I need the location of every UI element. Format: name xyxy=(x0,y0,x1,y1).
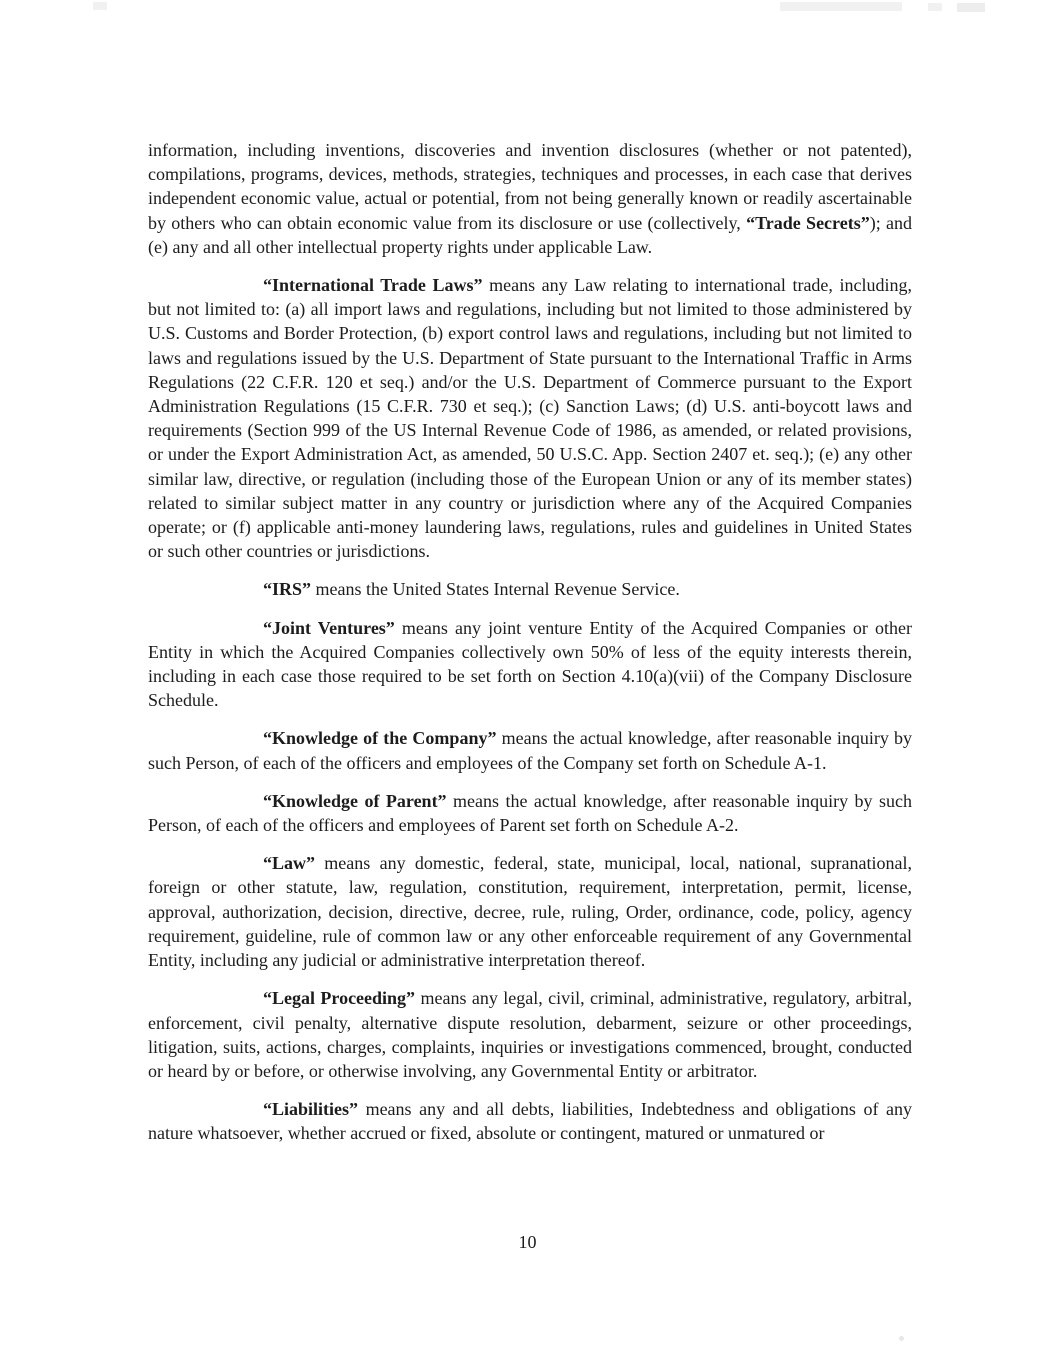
page-number: 10 xyxy=(518,1232,537,1252)
paragraph-text: information, including inventions, discoveries and invention disclosures (whether or not patented), compilations, programs, devices, methods, strategies, techniques and processes, in each case that derives independent economic value, actual or potential, from not being generally known or readily ascertainable by others who can obtain economic value from its disclosure or use (collectively, xyxy=(148,140,912,233)
paragraph xyxy=(148,789,912,837)
document-body xyxy=(148,138,912,1160)
scan-artifact xyxy=(93,2,107,10)
defined-term: “Trade Secrets” xyxy=(746,212,870,233)
paragraph-text: means any Law relating to international trade, including, but not limited to: (a) all import laws and regulations, including but not limited to those administered by U.S. Customs and Border Protection, (b) export control laws and regulations, including but not limited to laws and regulations issued by the U.S. Department of State pursuant to the International Traffic in Arms Regulations (22 C.F.R. 120 et seq.) and/or the U.S. Department of Commerce pursuant to the Export Administration Regulations (15 C.F.R. 730 et seq.); (c) Sanction Laws; (d) U.S. anti-boycott laws and requirements (Section 999 of the US Internal Revenue Code of 1986, as amended, or related provisions, or under the Export Administration Act, as amended, 50 U.S.C. App. Section 2407 et. seq.); (e) any other similar law, directive, or regulation (including those of the European Union or any of its member states) related to similar subject matter in any country or jurisdiction where any of the Acquired Companies operate; or (f) applicable anti-money laundering laws, regulations, rules and guidelines in United States or such other countries or jurisdictions. xyxy=(148,275,912,562)
defined-term: “Legal Proceeding” xyxy=(263,988,416,1009)
defined-term: “Law” xyxy=(263,853,316,874)
paragraph xyxy=(148,577,912,601)
paragraph-text: means any legal, civil, criminal, administrative, regulatory, arbitral, enforcement, civil penalty, alternative dispute resolution, debarment, seizure or other proceedings, litigation, suits, actions, charges, complaints, inquiries or investigations commenced, brought, conducted or heard by or before, or otherwise involving, any Governmental Entity or arbitrator. xyxy=(148,988,912,1081)
scan-artifact xyxy=(957,3,985,12)
defined-term: “Joint Ventures” xyxy=(263,617,395,638)
paragraph xyxy=(148,851,912,972)
paragraph xyxy=(148,616,912,713)
scan-artifact xyxy=(899,1336,904,1341)
defined-term: “IRS” xyxy=(263,579,312,600)
paragraph xyxy=(148,986,912,1083)
paragraph-text: means the actual knowledge, after reasonable inquiry by such Person, of each of the officers and employees of Parent set forth on Schedule A-2. xyxy=(148,790,912,836)
defined-term: “International Trade Laws” xyxy=(263,275,483,296)
scan-artifact xyxy=(928,3,942,11)
paragraph-text: ); and (e) any and all other intellectual property rights under applicable Law. xyxy=(148,212,912,257)
defined-term: “Knowledge of Parent” xyxy=(263,790,447,811)
scan-artifact xyxy=(780,2,902,11)
paragraph-text: means any joint venture Entity of the Acquired Companies or other Entity in which the Acquired Companies collectively own 50% of less of the equity interests therein, including in each case those required to be set forth on Section 4.10(a)(vii) of the Company Disclosure Schedule. xyxy=(148,617,912,711)
paragraph-text: means the United States Internal Revenue Service. xyxy=(311,579,680,600)
paragraph xyxy=(148,1097,912,1145)
paragraph-text: means any domestic, federal, state, municipal, local, national, supranational, foreign or other statute, law, regulation, constitution, requirement, interpretation, permit, license, approval, authorization, decision, directive, decree, rule, ruling, Order, ordinance, code, policy, agency requirement, guideline, rule of common law or any other enforceable requirement of any Governmental Entity, including any judicial or administrative interpretation thereof. xyxy=(148,853,912,971)
paragraph xyxy=(148,273,912,563)
paragraph-text: means any and all debts, liabilities, Indebtedness and obligations of any nature whatsoever, whether accrued or fixed, absolute or contingent, matured or unmatured or xyxy=(148,1099,912,1144)
paragraph xyxy=(148,726,912,774)
paragraph-text: means the actual knowledge, after reasonable inquiry by such Person, of each of the officers and employees of the Company set forth on Schedule A-1. xyxy=(148,728,912,773)
defined-term: “Knowledge of the Company” xyxy=(263,728,497,749)
paragraph xyxy=(148,138,912,259)
defined-term: “Liabilities” xyxy=(263,1099,359,1120)
